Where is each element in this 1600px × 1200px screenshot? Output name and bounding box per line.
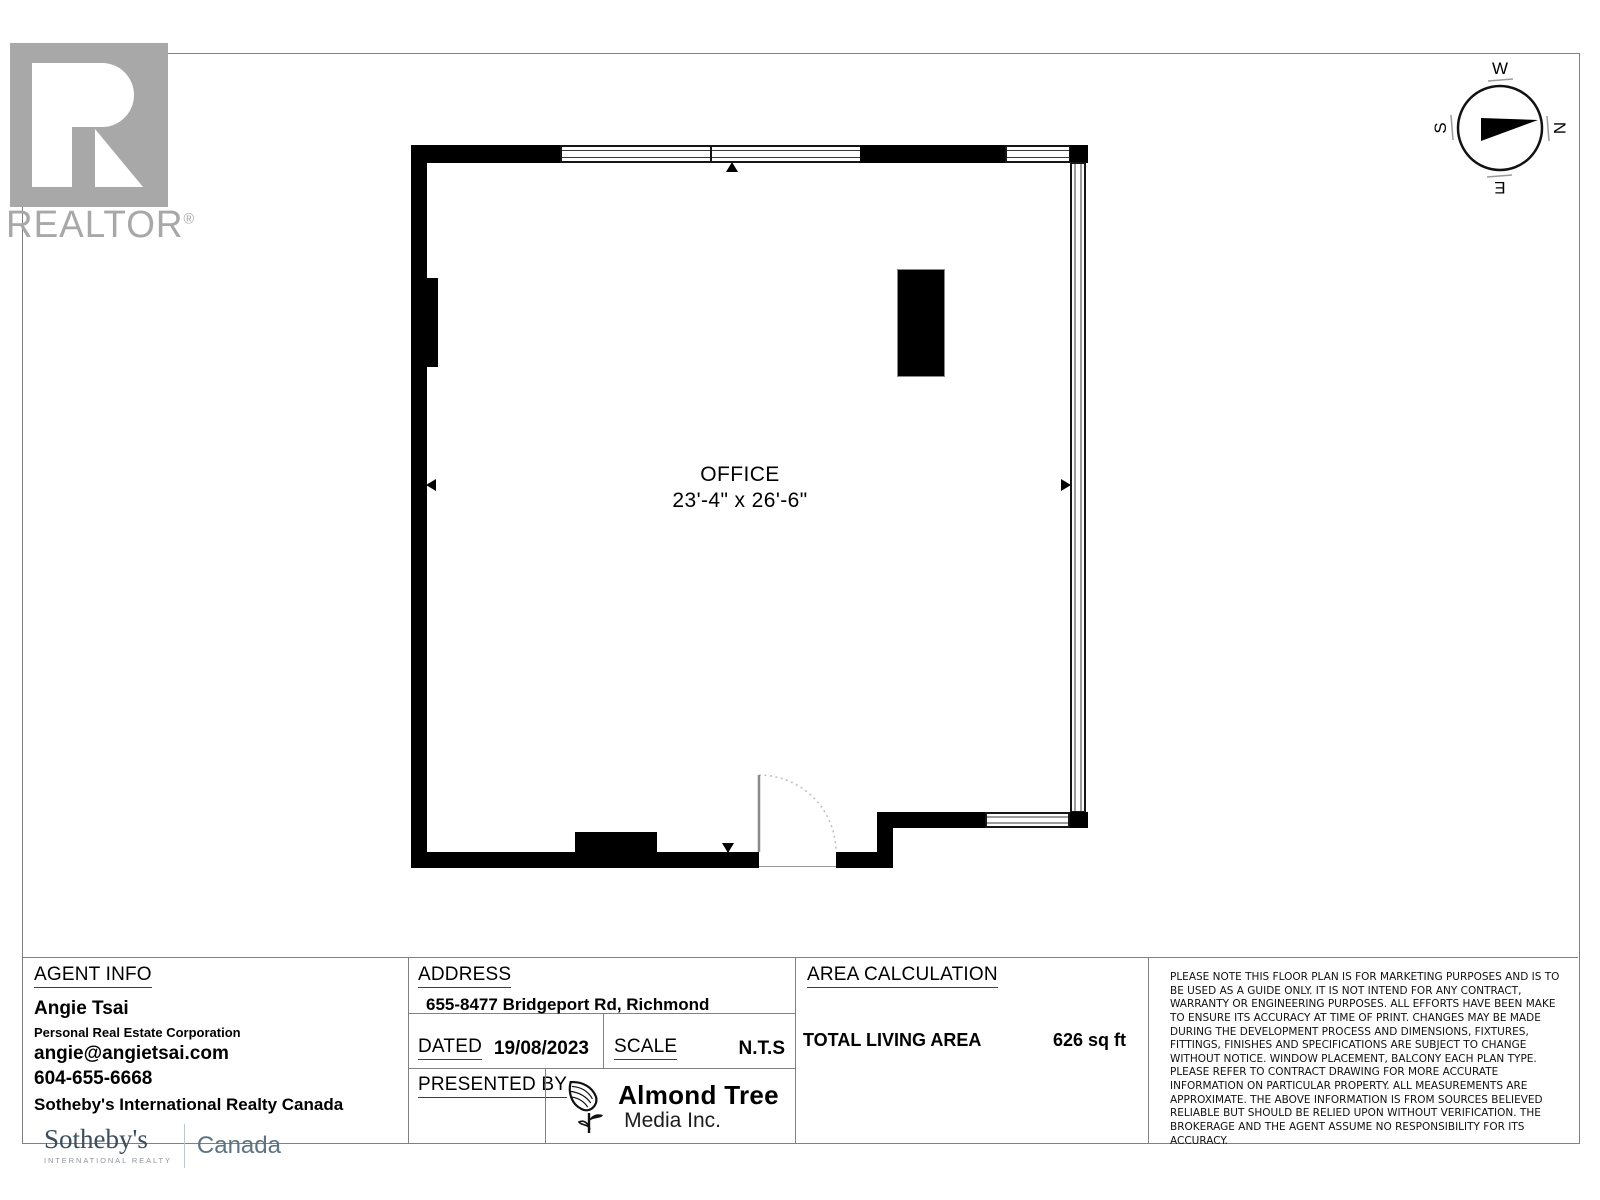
wall-left-pilaster — [427, 278, 438, 367]
wall-corner-top-right — [1070, 145, 1088, 163]
disclaimer-text: PLEASE NOTE THIS FLOOR PLAN IS FOR MARKETING PURPOSES AND IS TO BE USED AS A GUIDE ONLY. IT IS NOT INTEND FOR ANY CONTRACT, WARRANTY OR ENGINEERING PURPOSES. ALL EFFORTS HAVE BEEN MAKE TO ENSURE ITS ACCURACY AT TIME OF PRINT. CHANGES MAY BE MADE DURING THE DEVELOPMENT PROCESS AND DIMENSIONS, FIXTURES, FITTINGS, FINISHES AND SPECIFICATIONS ARE SUBJECT TO CHANGE WITHOUT NOTICE. WINDOW PLACEMENT, BALCONY EACH PLAN TYPE. PLEASE REFER TO CONTRACT DRAWING FOR MORE ACCURATE INFORMATION ON PARTICULAR PROPERTY. ALL MEASUREMENTS ARE APPROXIMATE. THE ABOVE INFORMATION IS FROM SOURCES BELIEVED RELIABLE BUT SHOULD BE RELIED UPON WITHOUT VERIFICATION. THE BROKERAGE AND THE AGENT ASSUME NO RESPONSIBILITY FOR ITS ACCURACY. — [1170, 971, 1560, 1147]
sothebys-region: Canada — [196, 1131, 281, 1159]
room-label — [672, 462, 807, 513]
scale-section — [604, 1014, 795, 1068]
compass-label-south: S — [1431, 122, 1450, 134]
wall-bottom-left — [411, 852, 759, 868]
compass-rose — [1420, 48, 1580, 208]
almond-tree-logo — [545, 1068, 795, 1143]
registered-trademark-symbol: ® — [183, 210, 196, 228]
agent-name: Angie Tsai — [34, 997, 129, 1019]
agent-email: angie@angietsai.com — [34, 1042, 229, 1064]
scale-heading: SCALE — [614, 1036, 677, 1060]
scale-value: N.T.S — [738, 1038, 785, 1059]
agent-info-section — [22, 958, 408, 1166]
window-top-1 — [560, 145, 712, 163]
sothebys-subtitle: INTERNATIONAL REALTY — [44, 1156, 172, 1166]
realtor-wordmark — [6, 204, 195, 247]
sothebys-logo — [44, 1124, 408, 1168]
window-top-3 — [1005, 145, 1071, 163]
compass-label-north: N — [1550, 121, 1569, 135]
almond-tree-subtitle: Media Inc. — [624, 1108, 721, 1132]
wall-corner-bottom-right — [1070, 812, 1088, 828]
dated-heading: DATED — [418, 1036, 482, 1060]
sothebys-logo-divider — [184, 1124, 185, 1168]
agent-phone: 604-655-6668 — [34, 1067, 153, 1089]
agent-brokerage: Sotheby's International Realty Canada — [34, 1094, 344, 1114]
total-living-area-label: TOTAL LIVING AREA — [803, 1030, 982, 1050]
dated-value: 19/08/2023 — [493, 1038, 589, 1059]
wall-bottom-right — [877, 812, 987, 828]
compass-label-west: W — [1491, 59, 1509, 78]
agent-info-heading: AGENT INFO — [34, 964, 152, 988]
window-top-2 — [710, 145, 862, 163]
realtor-logo — [10, 43, 168, 207]
wall-left — [411, 145, 427, 868]
address-heading: ADDRESS — [418, 964, 511, 988]
realtor-wordmark-text: REALTOR — [6, 204, 184, 246]
room-dimensions: 23'-4" x 26'-6" — [672, 488, 808, 512]
info-bar — [22, 957, 1578, 1166]
room-name: OFFICE — [700, 463, 780, 486]
dated-section — [408, 1014, 604, 1068]
agent-designation: Personal Real Estate Corporation — [34, 1024, 241, 1040]
wall-top-left — [411, 145, 562, 163]
structural-column — [898, 270, 944, 376]
wall-top-right — [860, 145, 1007, 163]
area-calculation-heading: AREA CALCULATION — [807, 964, 998, 988]
address-value: 655-8477 Bridgeport Rd, Richmond — [426, 994, 710, 1014]
wall-bottom-ledge — [575, 832, 657, 852]
sothebys-wordmark: Sotheby's — [44, 1124, 148, 1155]
window-bottom-right — [985, 812, 1070, 828]
window-right-wall — [1070, 162, 1086, 813]
total-living-area-value: 626 sq ft — [1052, 1030, 1126, 1050]
presented-by-heading: PRESENTED BY — [418, 1074, 567, 1098]
compass-label-east: E — [1494, 178, 1506, 197]
area-calculation-section — [795, 958, 1148, 1143]
almond-seed-icon — [562, 1075, 614, 1137]
door-threshold — [759, 866, 836, 867]
address-section — [408, 958, 795, 1014]
almond-tree-name: Almond Tree — [618, 1079, 779, 1110]
